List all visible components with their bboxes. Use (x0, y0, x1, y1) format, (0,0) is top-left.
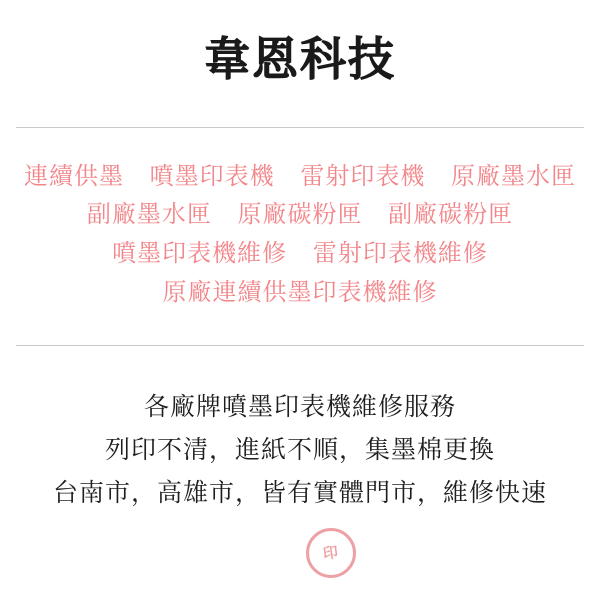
title-block (0, 0, 600, 85)
description-line: 列印不清，進紙不順，集墨棉更換 (104, 436, 495, 465)
seal-stamp-label: 印 (322, 543, 340, 563)
keyword-item: 連續供墨 (23, 162, 124, 190)
keyword-line (10, 274, 590, 313)
keyword-item: 噴墨印表機維修 (112, 240, 288, 268)
keyword-item: 雷射印表機 (300, 162, 426, 190)
description-line: 台南市，高雄市，皆有實體門市，維修快速 (52, 479, 547, 508)
keyword-item: 原廠連續供墨印表機維修 (162, 279, 438, 307)
keyword-item: 噴墨印表機 (149, 162, 275, 190)
page-title: 韋恩科技 (204, 33, 396, 85)
description-line: 各廠牌噴墨印表機維修服務 (143, 393, 456, 422)
keyword-item: 雷射印表機維修 (312, 240, 488, 268)
keyword-item: 原廠碳粉匣 (237, 201, 363, 229)
description-block (0, 346, 600, 515)
seal-stamp-icon (306, 528, 356, 578)
keyword-line (10, 158, 590, 197)
keyword-line (10, 196, 590, 235)
keyword-item: 原廠墨水匣 (451, 162, 576, 190)
keyword-list (0, 128, 600, 340)
keyword-item: 副廠碳粉匣 (388, 201, 514, 229)
keyword-item: 副廠墨水匣 (86, 201, 212, 229)
keyword-line (10, 235, 590, 274)
